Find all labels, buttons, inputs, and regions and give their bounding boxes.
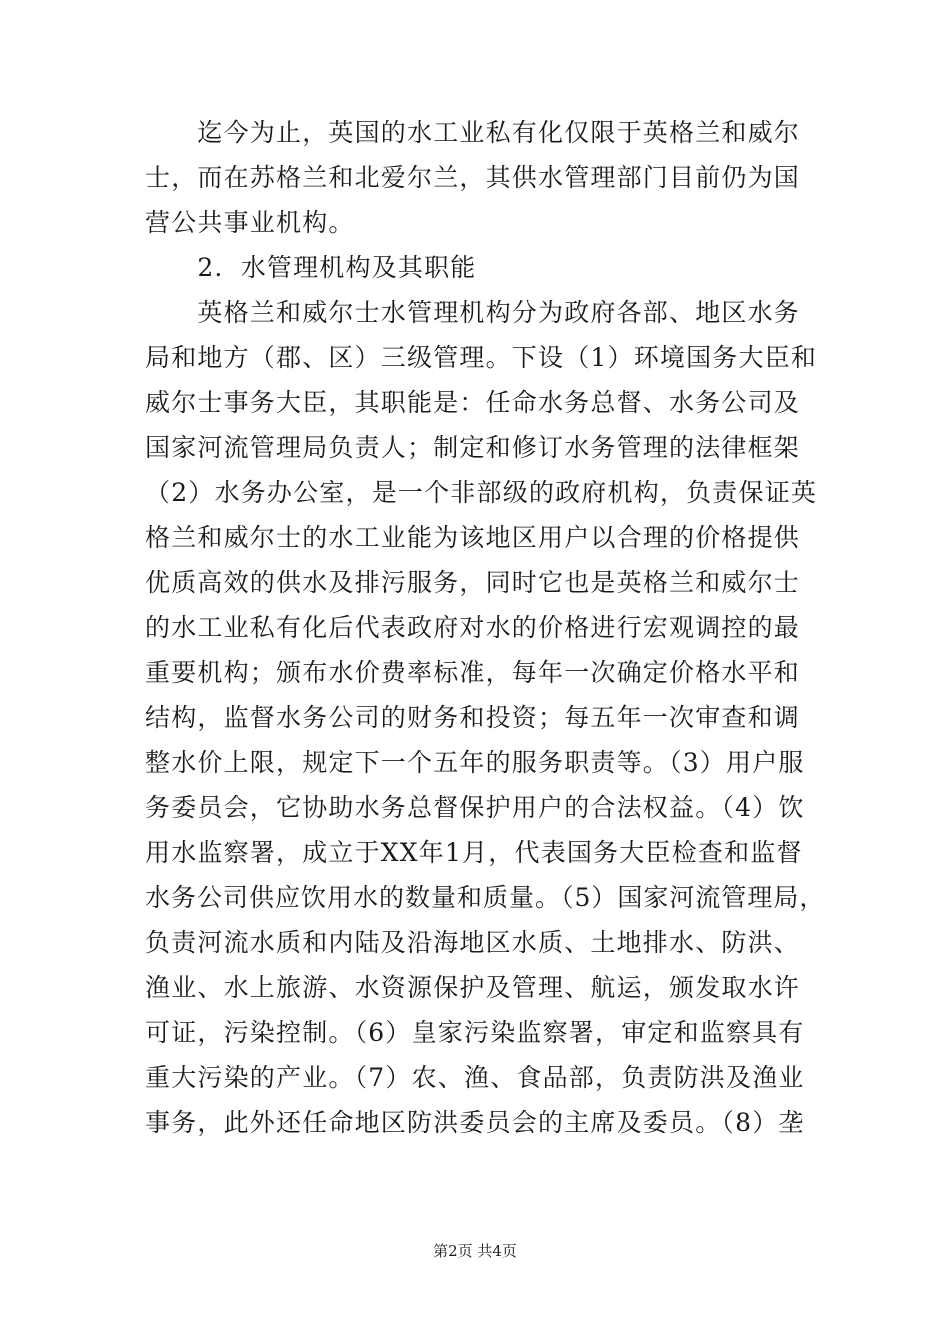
- text-line: （2）水务办公室，是一个非部级的政府机构，负责保证英: [145, 478, 818, 507]
- text-line: 重大污染的产业。（7）农、渔、食品部，负责防洪及渔业: [145, 1063, 805, 1092]
- text-line: 英格兰和威尔士水管理机构分为政府各部、地区水务: [145, 298, 801, 327]
- text-line: 士，而在苏格兰和北爱尔兰，其供水管理部门目前仍为国: [145, 163, 801, 192]
- text-line: 优质高效的供水及排污服务，同时它也是英格兰和威尔士: [145, 568, 801, 597]
- text-line: 局和地方（郡、区）三级管理。下设（1）环境国务大臣和: [145, 343, 818, 372]
- text-line: 迄今为止，英国的水工业私有化仅限于英格兰和威尔: [145, 118, 801, 147]
- text-line: 务委员会，它协助水务总督保护用户的合法权益。（4）饮: [145, 793, 805, 822]
- text-line: 格兰和威尔士的水工业能为该地区用户以合理的价格提供: [145, 523, 801, 552]
- text-line: 事务，此外还任命地区防洪委员会的主席及委员。（8）垄: [145, 1108, 805, 1137]
- text-line: 可证，污染控制。（6）皇家污染监察署，审定和监察具有: [145, 1018, 805, 1047]
- text-line: 国家河流管理局负责人；制定和修订水务管理的法律框架: [145, 433, 801, 462]
- text-line: 的水工业私有化后代表政府对水的价格进行宏观调控的最: [145, 613, 801, 642]
- text-line: 负责河流水质和内陆及沿海地区水质、土地排水、防洪、: [145, 928, 801, 957]
- text-line: 结构，监督水务公司的财务和投资；每五年一次审查和调: [145, 703, 801, 732]
- text-line: 水务公司供应饮用水的数量和质量。（5）国家河流管理局，: [145, 883, 826, 912]
- text-line: 营公共事业机构。: [145, 208, 355, 237]
- text-line: 渔业、水上旅游、水资源保护及管理、航运，颁发取水许: [145, 973, 801, 1002]
- section-heading: 2．水管理机构及其职能: [145, 253, 477, 282]
- text-line: 威尔士事务大臣，其职能是：任命水务总督、水务公司及: [145, 388, 801, 417]
- page-number-footer: 第2页 共4页: [433, 1242, 517, 1260]
- text-line: 整水价上限，规定下一个五年的服务职责等。（3）用户服: [145, 748, 805, 777]
- text-line: 用水监察署，成立于XX年1月，代表国务大臣检查和监督: [145, 838, 803, 867]
- text-line: 重要机构；颁布水价费率标准，每年一次确定价格水平和: [145, 658, 801, 687]
